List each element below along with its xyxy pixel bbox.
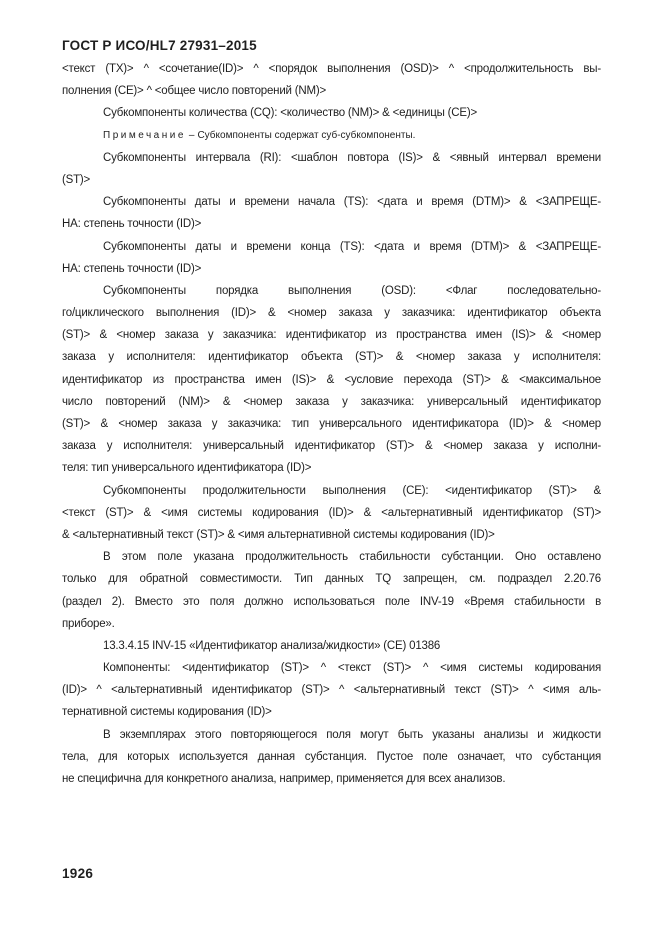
text-line: Субкомпоненты количества (CQ): <количество (NM)> & <единицы (CE)> xyxy=(103,107,478,120)
text-line: только для обратной совместимости. Тип данных TQ запрещен, см. подраздел 2.20.76 xyxy=(62,573,601,586)
text-line: (раздел 2). Вместо это поля должно использоваться поле INV-19 «Время стабильности в xyxy=(62,595,601,608)
note-dash: – xyxy=(188,129,195,141)
paragraph xyxy=(62,58,601,102)
text-line: <текст (TX)> ^ <сочетание(ID)> ^ <порядок выполнения (OSD)> ^ <продолжительность вы- xyxy=(62,63,601,75)
paragraph xyxy=(62,147,601,191)
paragraph xyxy=(62,102,601,124)
paragraph xyxy=(62,480,601,547)
text-line: Компоненты: <идентификатор (ST)> ^ <текст (ST)> ^ <имя системы кодирования xyxy=(103,662,601,675)
text-line: НА: степень точности (ID)> xyxy=(62,218,202,231)
text-line: Субкомпоненты порядка выполнения (OSD): <Флаг последовательно- xyxy=(103,284,601,297)
paragraph xyxy=(62,724,601,791)
note-paragraph xyxy=(62,125,601,147)
note-line xyxy=(62,125,601,147)
paragraph xyxy=(62,280,601,480)
document-standard-title: ГОСТ Р ИСО/HL7 27931–2015 xyxy=(62,38,257,53)
text-line: В этом поле указана продолжительность стабильности субстанции. Оно оставлено xyxy=(103,551,601,564)
text-line: Субкомпоненты интервала (RI): <шаблон повтора (IS)> & <явный интервал времени xyxy=(103,151,601,164)
text-line: приборе». xyxy=(62,617,115,630)
text-line: (ST)> & <номер заказа у заказчика: тип универсального идентификатора (ID)> & <номер xyxy=(62,418,601,430)
text-line: тернативной системы кодирования (ID)> xyxy=(62,706,272,719)
paragraph xyxy=(62,236,601,280)
text-line: тела, для которых используется данная субстанция. Пустое поле означает, что субстанция xyxy=(62,750,601,763)
text-line: заказа у исполнителя: универсальный идентификатор (ST)> & <номер заказа у исполни- xyxy=(62,440,601,453)
paragraph xyxy=(62,191,601,235)
text-line: число повторений (NM)> & <номер заказа у заказчика: универсальный идентификатор xyxy=(62,395,601,408)
text-line: Субкомпоненты даты и времени начала (TS): <дата и время (DTM)> & <ЗАПРЕЩЕ- xyxy=(103,196,601,209)
note-label: Примечание xyxy=(103,129,186,141)
text-line: теля: тип универсального идентификатора (ID)> xyxy=(62,462,312,475)
text-line: го/циклического выполнения (ID)> & <номер заказа у заказчика: идентификатор объекта xyxy=(62,307,601,320)
document-body xyxy=(62,58,601,790)
clause-number-line: 13.3.4.15 INV-15 «Идентификатор анализа/жидкости» (CE) 01386 xyxy=(103,639,441,652)
page-number: 1926 xyxy=(62,866,94,881)
text-line: (ID)> ^ <альтернативный идентификатор (ST)> ^ <альтернативный текст (ST)> ^ <имя аль- xyxy=(62,684,601,697)
text-line: заказа у исполнителя: идентификатор объекта (ST)> & <номер заказа у исполнителя: xyxy=(62,351,601,364)
text-line: Субкомпоненты продолжительности выполнения (CE): <идентификатор (ST)> & xyxy=(103,484,601,497)
text-line: (ST)> & <номер заказа у заказчика: идентификатор из пространства имен (IS)> & <номер xyxy=(62,329,601,342)
paragraph xyxy=(62,657,601,724)
paragraph xyxy=(62,546,601,635)
text-line: (ST)> xyxy=(62,173,91,186)
text-line: & <альтернативный текст (ST)> & <имя альтернативной системы кодирования (ID)> xyxy=(62,528,495,541)
note-text: Субкомпоненты содержат суб-субкомпоненты. xyxy=(197,129,416,141)
text-line: Субкомпоненты даты и времени конца (TS): <дата и время (DTM)> & <ЗАПРЕЩЕ- xyxy=(103,240,601,253)
text-line: не специфична для конкретного анализа, например, применяется для всех анализов. xyxy=(62,773,506,785)
text-line: полнения (CE)> ^ <общее число повторений (NM)> xyxy=(62,85,327,98)
text-line: <текст (ST)> & <имя системы кодирования (ID)> & <альтернативный идентификатор (ST)> xyxy=(62,506,601,519)
text-line: В экземплярах этого повторяющегося поля могут быть указаны анализы и жидкости xyxy=(103,728,601,741)
text-line: идентификатор из пространства имен (IS)> & <условие перехода (ST)> & <максимальное xyxy=(62,373,601,386)
text-line: НА: степень точности (ID)> xyxy=(62,262,202,275)
clause-heading-paragraph xyxy=(62,635,601,657)
